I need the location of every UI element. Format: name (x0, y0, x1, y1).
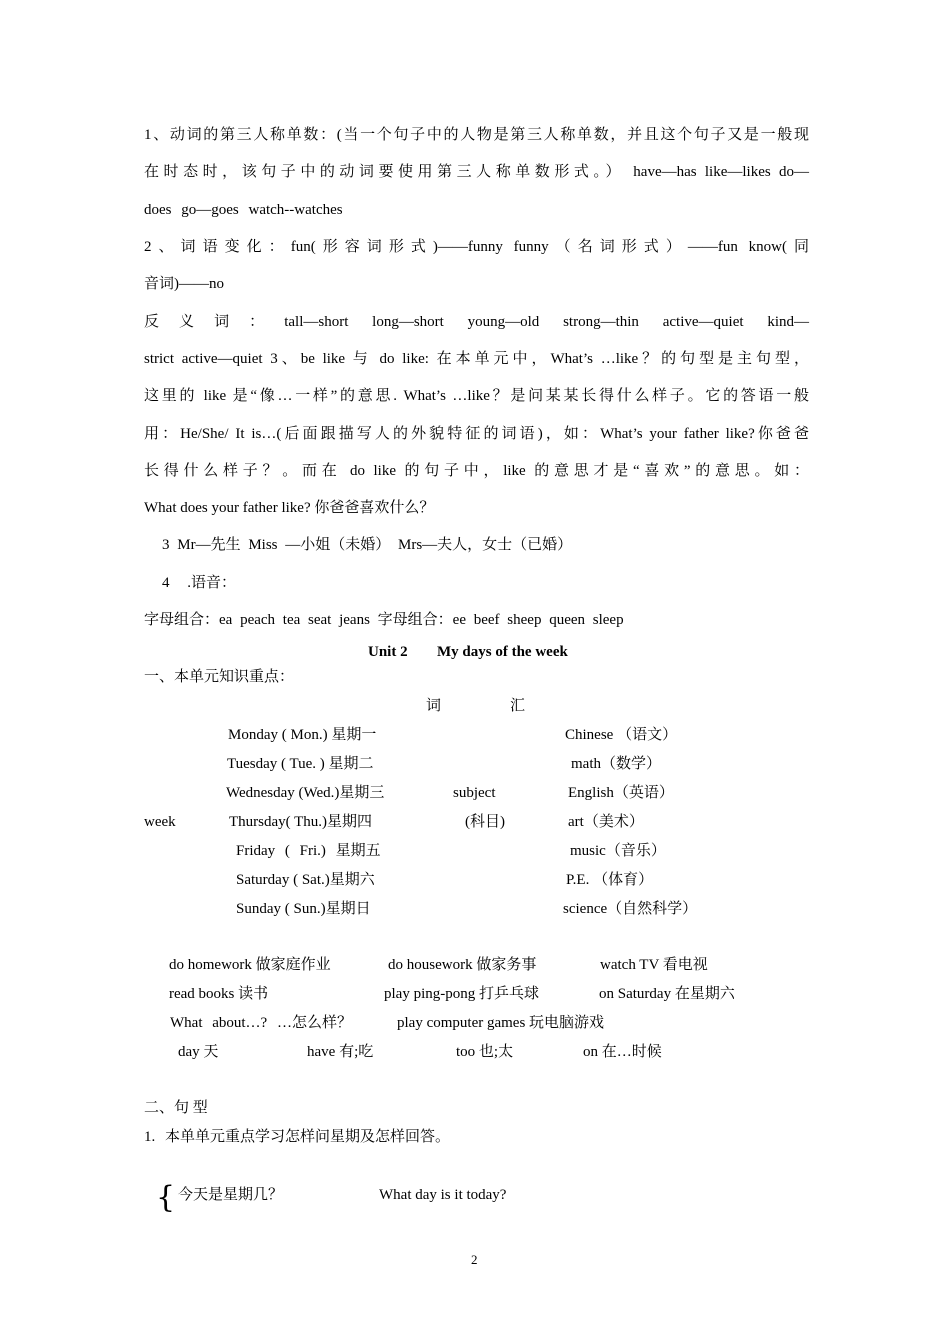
text-line: does go—goes watch--watches (144, 202, 343, 218)
subject-item: math（数学） (571, 756, 661, 772)
subject-item: art（美术） (568, 814, 644, 830)
text-line: 4 .语音： (162, 575, 237, 591)
subject-item: science（自然科学） (563, 901, 698, 917)
subject-item: P.E. （体育） (566, 872, 654, 888)
subject-item: music（音乐） (570, 843, 666, 859)
question-cn: 今天是星期几？ (178, 1187, 284, 1203)
day-item: Thursday( Thu.)星期四 (229, 814, 373, 830)
day-item: Friday ( Fri.) 星期五 (236, 843, 381, 859)
text-line: 2、词语变化：fun(形容词形式)——funny funny（名词形式）——fun know(同 (144, 239, 809, 255)
phrase-item: too 也;太 (456, 1044, 514, 1060)
phrase-item: What about…? …怎么样？ (170, 1015, 352, 1031)
phrase-item: read books 读书 (169, 986, 269, 1002)
section-heading: 二、句 型 (144, 1100, 208, 1116)
day-item: Monday ( Mon.) 星期一 (228, 727, 377, 743)
numbered-item: 1. 本单单元重点学习怎样问星期及怎样回答。 (144, 1129, 451, 1145)
week-label: week (144, 814, 176, 830)
text-line: What does your father like? 你爸爸喜欢什么？ (144, 500, 435, 516)
phrase-item: play computer games 玩电脑游戏 (397, 1015, 605, 1031)
text-line: strict active—quiet 3、be like 与 do like: 在本单元中，What’s …like？的句型是主句型， (144, 351, 809, 367)
text-line: 这里的 like 是“像…一样”的意思. What’s …like？是问某某长得什么样子。它的答语一般 (144, 388, 809, 404)
phrase-item: do housework 做家务事 (388, 957, 537, 973)
text-line: 3 Mr—先生 Miss —小姐（未婚） Mrs—夫人，女士（已婚） (162, 537, 573, 553)
day-item: Sunday ( Sun.)星期日 (236, 901, 371, 917)
phrase-item: play ping-pong 打乒乓球 (384, 986, 539, 1002)
brace-symbol: { (156, 1180, 176, 1215)
subject-label-cn: (科目) (465, 814, 505, 830)
text-line: 字母组合：ea peach tea seat jeans 字母组合：ee beef sheep queen sleep (144, 612, 624, 628)
phrase-item: on 在…时候 (583, 1044, 662, 1060)
phrase-item: do homework 做家庭作业 (169, 957, 331, 973)
day-item: Tuesday ( Tue. ) 星期二 (227, 756, 374, 772)
subject-item: Chinese （语文） (565, 727, 678, 743)
phrase-item: have 有;吃 (307, 1044, 374, 1060)
page-number: 2 (471, 1252, 478, 1267)
vocab-heading-char: 汇 (510, 698, 526, 714)
section-heading: 一、本单元知识重点： (144, 669, 295, 685)
day-item: Wednesday (Wed.)星期三 (226, 785, 385, 801)
question-en: What day is it today? (379, 1187, 507, 1203)
day-item: Saturday ( Sat.)星期六 (236, 872, 375, 888)
phrase-item: on Saturday 在星期六 (599, 986, 735, 1002)
text-line: 音词)——no (144, 276, 224, 292)
text-line: 长得什么样子？。而在 do like 的句子中，like 的意思才是“喜欢”的意思。如： (144, 463, 809, 479)
vocab-heading-char: 词 (426, 698, 442, 714)
phrase-item: watch TV 看电视 (600, 957, 708, 973)
text-line: 反义词：tall—short long—short young—old strong—thin active—quiet kind— (144, 314, 809, 330)
text-line: 1、动词的第三人称单数：(当一个句子中的人物是第三人称单数，并且这个句子又是一般现 (144, 127, 809, 143)
unit-title-number: Unit 2 (368, 644, 408, 660)
text-line: 用：He/She/ It is…(后面跟描写人的外貌特征的词语)，如：What’s your father like?你爸爸 (144, 426, 809, 442)
subject-label: subject (453, 785, 496, 801)
phrase-item: day 天 (178, 1044, 219, 1060)
subject-item: English（英语） (568, 785, 674, 801)
unit-title-text: My days of the week (437, 644, 568, 660)
text-line: 在时态时，该句子中的动词要使用第三人称单数形式。） have—has like—likes do— (144, 164, 809, 180)
